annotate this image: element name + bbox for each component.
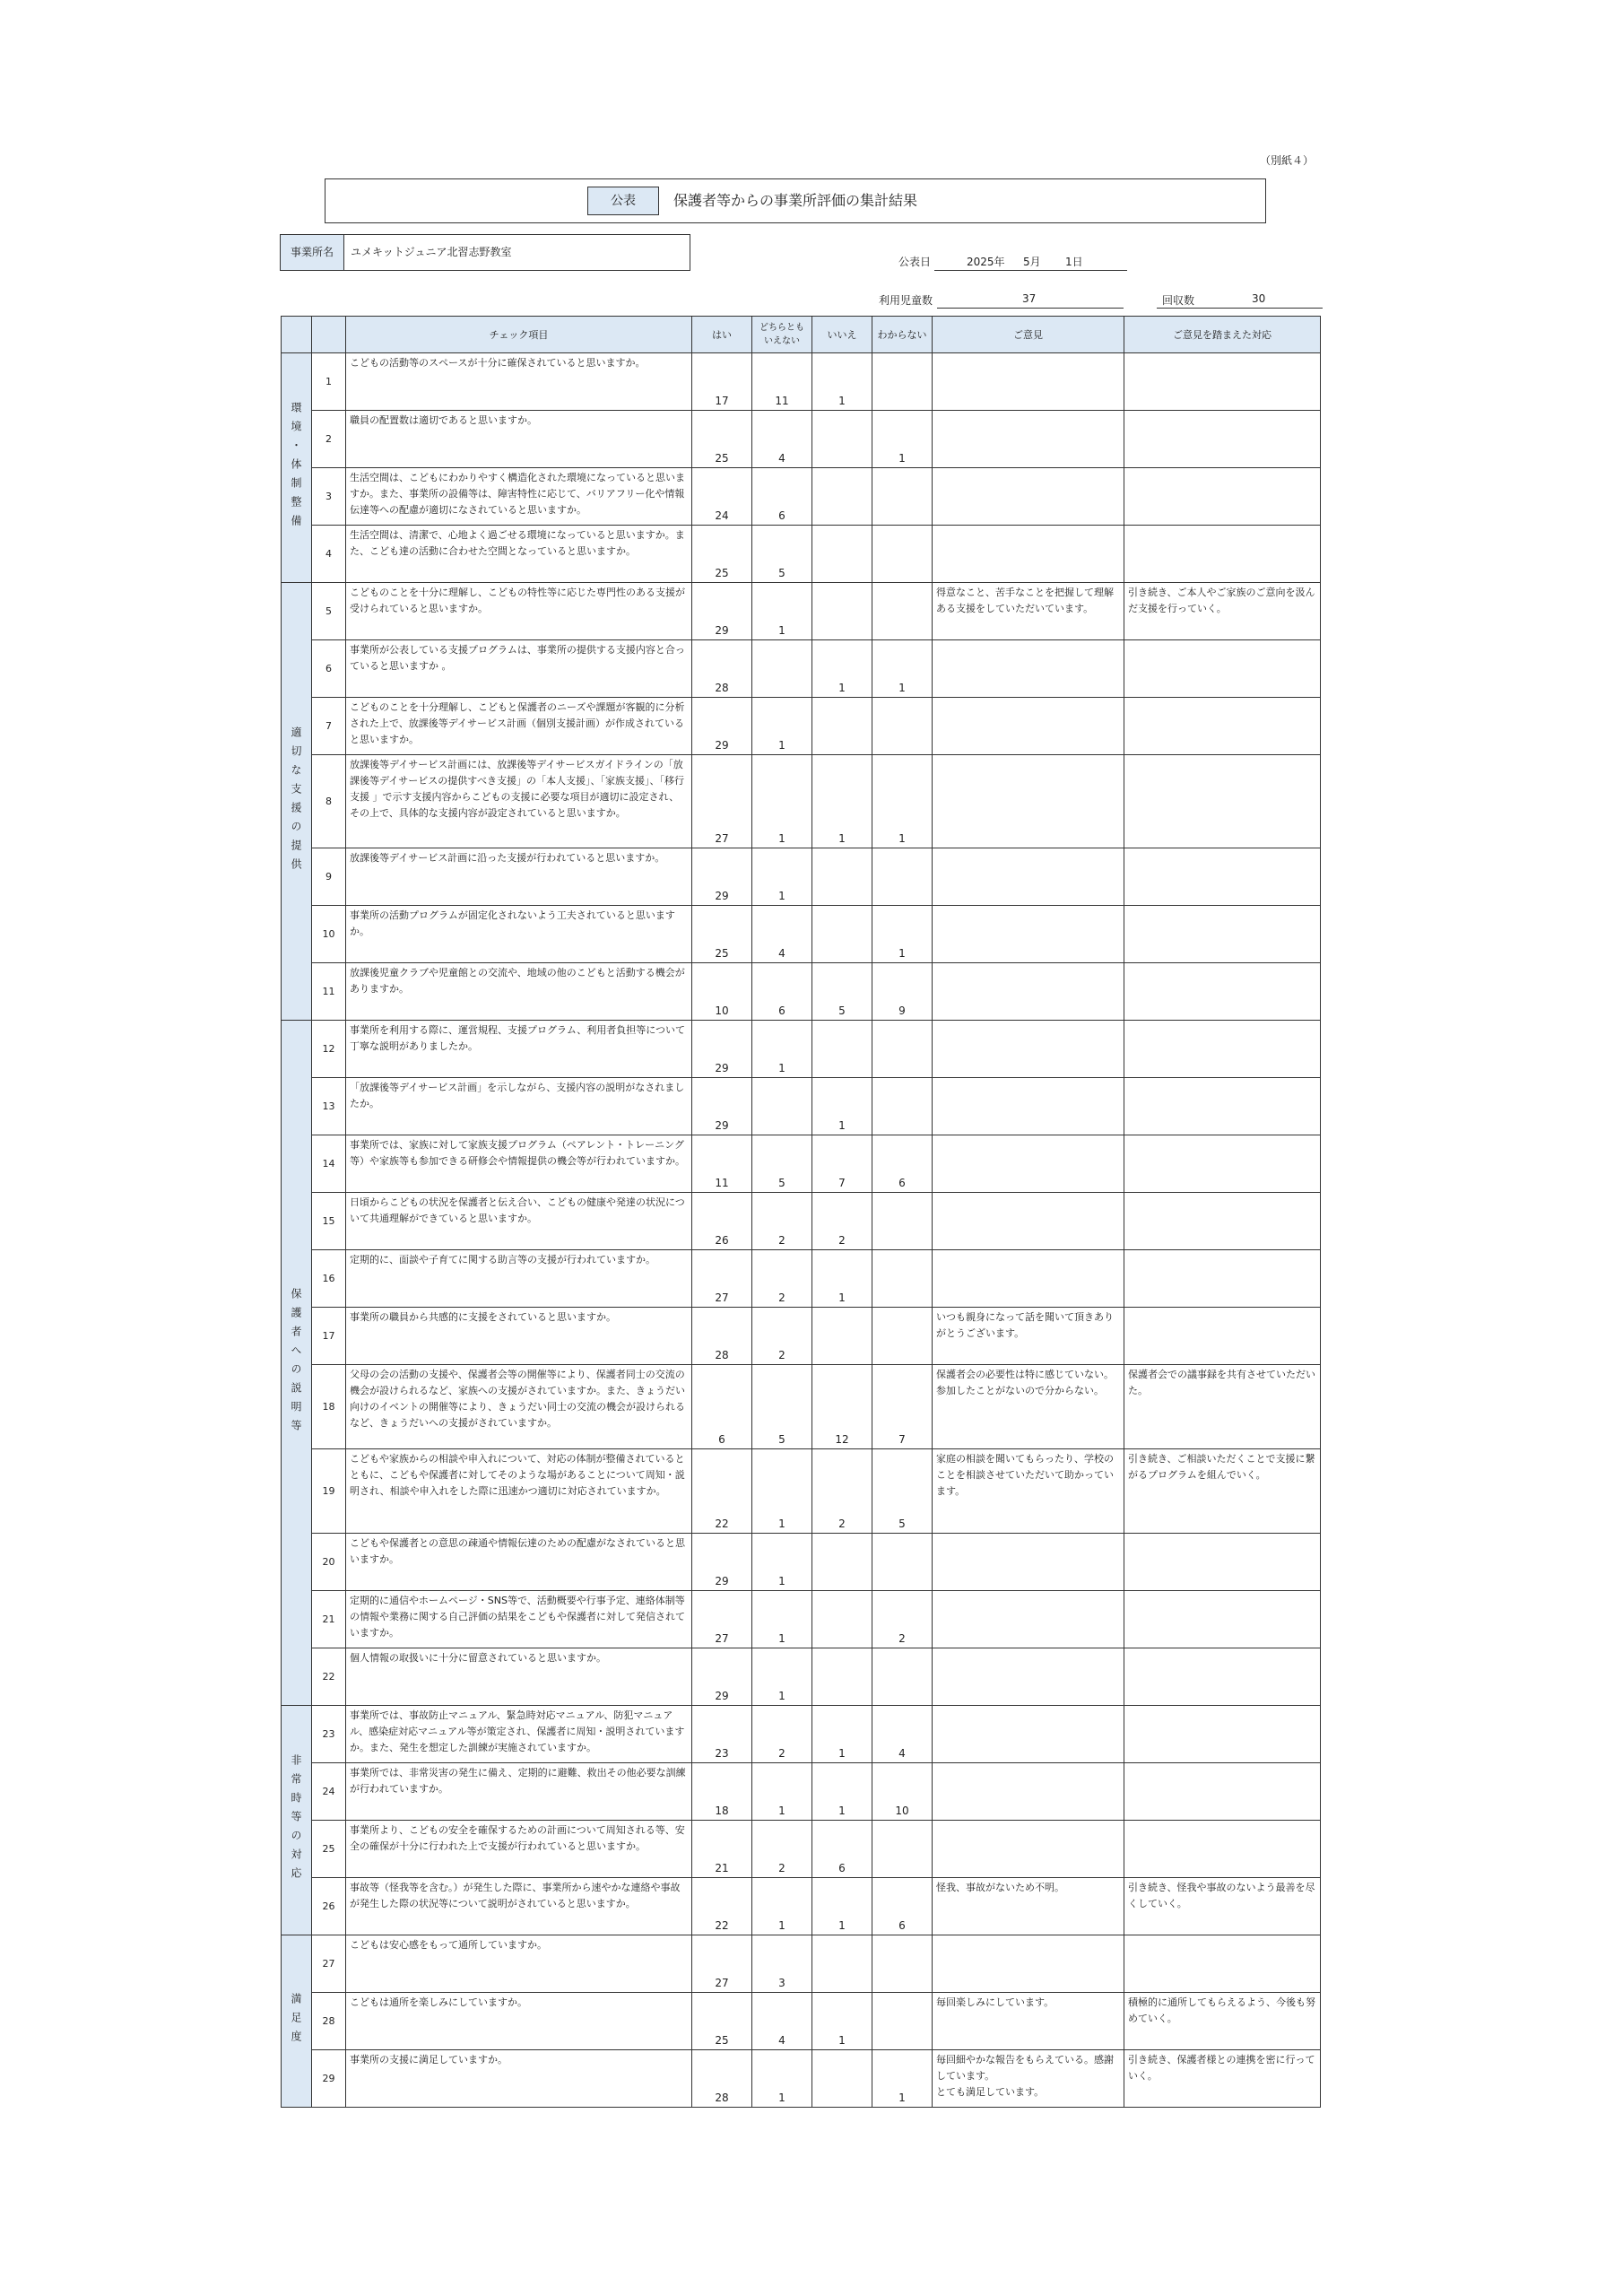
table-row bbox=[282, 1250, 1321, 1308]
response-cell bbox=[1124, 1591, 1321, 1648]
count-neither: 1 bbox=[752, 1648, 812, 1706]
table-row bbox=[282, 1763, 1321, 1821]
count-no bbox=[812, 906, 872, 963]
check-item: こどもは通所を楽しみにしていますか。 bbox=[346, 1993, 692, 2050]
count-neither: 2 bbox=[752, 1193, 812, 1250]
check-item: 事業所を利用する際に、運営規程、支援プログラム、利用者負担等について丁寧な説明がありましたか。 bbox=[346, 1021, 692, 1078]
response-cell bbox=[1124, 468, 1321, 526]
count-yes: 29 bbox=[692, 583, 752, 640]
table-row bbox=[282, 698, 1321, 755]
table-body bbox=[282, 353, 1321, 2108]
public-badge: 公表 bbox=[587, 187, 659, 215]
response-cell bbox=[1124, 698, 1321, 755]
response-cell bbox=[1124, 1534, 1321, 1591]
opinion-cell bbox=[933, 1078, 1124, 1135]
count-no: 1 bbox=[812, 640, 872, 698]
count-no: 1 bbox=[812, 353, 872, 411]
count-no bbox=[812, 1648, 872, 1706]
count-no: 1 bbox=[812, 1878, 872, 1935]
check-item: 放課後等デイサービス計画には、放課後等デイサービスガイドラインの「放課後等デイサービスの提供すべき支援」の「本人支援」、「家族支援」、「移行支援 」で示す支援内容からこどもの支援に必要な項目が適切に設定され、その上で、具体的な支援内容が設定されていると思いますか。 bbox=[346, 755, 692, 848]
count-unknown: 1 bbox=[872, 2050, 933, 2108]
count-yes: 21 bbox=[692, 1821, 752, 1878]
count-yes: 25 bbox=[692, 906, 752, 963]
check-item: 事業所より、こどもの安全を確保するための計画について周知される等、安全の確保が十分に行われた上で支援が行われていると思いますか。 bbox=[346, 1821, 692, 1878]
count-neither: 3 bbox=[752, 1935, 812, 1993]
table-row bbox=[282, 848, 1321, 906]
count-yes: 11 bbox=[692, 1135, 752, 1193]
opinion-cell bbox=[933, 1250, 1124, 1308]
row-number: 23 bbox=[312, 1706, 346, 1763]
row-number: 14 bbox=[312, 1135, 346, 1193]
count-no: 2 bbox=[812, 1193, 872, 1250]
count-unknown: 9 bbox=[872, 963, 933, 1021]
count-unknown bbox=[872, 1534, 933, 1591]
row-number: 27 bbox=[312, 1935, 346, 1993]
count-yes: 29 bbox=[692, 1648, 752, 1706]
opinion-cell bbox=[933, 1021, 1124, 1078]
count-neither: 2 bbox=[752, 1250, 812, 1308]
table-row bbox=[282, 1993, 1321, 2050]
row-number: 7 bbox=[312, 698, 346, 755]
row-number: 20 bbox=[312, 1534, 346, 1591]
count-no bbox=[812, 1591, 872, 1648]
count-yes: 29 bbox=[692, 698, 752, 755]
row-number: 2 bbox=[312, 411, 346, 468]
opinion-cell: いつも親身になって話を聞いて頂きありがとうございます。 bbox=[933, 1308, 1124, 1365]
table-header-row bbox=[282, 317, 1321, 353]
count-no bbox=[812, 1021, 872, 1078]
check-item: こどもや家族からの相談や申入れについて、対応の体制が整備されているとともに、こどもや保護者に対してそのような場があることについて周知・説明され、相談や申入れをした際に迅速かつ適切に対応されていますか。 bbox=[346, 1449, 692, 1534]
table-row bbox=[282, 353, 1321, 411]
table-row bbox=[282, 1078, 1321, 1135]
response-cell bbox=[1124, 1308, 1321, 1365]
count-yes: 28 bbox=[692, 1308, 752, 1365]
opinion-cell bbox=[933, 411, 1124, 468]
count-neither: 1 bbox=[752, 2050, 812, 2108]
count-neither: 6 bbox=[752, 468, 812, 526]
header-neither-line1: どちらとも bbox=[759, 323, 804, 333]
check-item: 「放課後等デイサービス計画」を示しながら、支援内容の説明がなされましたか。 bbox=[346, 1078, 692, 1135]
count-no bbox=[812, 1534, 872, 1591]
response-cell: 保護者会での議事録を共有させていただいた。 bbox=[1124, 1365, 1321, 1449]
response-cell bbox=[1124, 1648, 1321, 1706]
count-unknown: 10 bbox=[872, 1763, 933, 1821]
count-unknown bbox=[872, 848, 933, 906]
count-neither: 1 bbox=[752, 1534, 812, 1591]
response-cell: 積極的に通所してもらえるよう、今後も努めていく。 bbox=[1124, 1993, 1321, 2050]
section-label: 満足度 bbox=[282, 1935, 312, 2108]
appendix-label: （別紙４） bbox=[1260, 154, 1315, 167]
table-row bbox=[282, 1821, 1321, 1878]
row-number: 28 bbox=[312, 1993, 346, 2050]
row-number: 22 bbox=[312, 1648, 346, 1706]
response-cell: 引き続き、ご本人やご家族のご意向を汲んだ支援を行っていく。 bbox=[1124, 583, 1321, 640]
opinion-cell bbox=[933, 1821, 1124, 1878]
responses-underline bbox=[1157, 308, 1323, 309]
count-yes: 28 bbox=[692, 640, 752, 698]
opinion-cell bbox=[933, 1935, 1124, 1993]
table-row bbox=[282, 1193, 1321, 1250]
facility-label: 事業所名 bbox=[281, 235, 344, 270]
table-row bbox=[282, 1449, 1321, 1534]
count-neither: 2 bbox=[752, 1706, 812, 1763]
table-row bbox=[282, 1935, 1321, 1993]
count-neither: 2 bbox=[752, 1308, 812, 1365]
response-cell bbox=[1124, 526, 1321, 583]
count-no: 5 bbox=[812, 963, 872, 1021]
check-item: 父母の会の活動の支援や、保護者会等の開催等により、保護者同士の交流の機会が設けられるなど、家族への支援がされていますか。また、きょうだい向けのイベントの開催等により、きょうだい同士の交流の機会が設けられるなど、きょうだいへの支援がされていますか。 bbox=[346, 1365, 692, 1449]
header-neither bbox=[752, 317, 812, 353]
count-unknown bbox=[872, 698, 933, 755]
response-cell bbox=[1124, 640, 1321, 698]
count-yes: 27 bbox=[692, 1935, 752, 1993]
count-yes: 24 bbox=[692, 468, 752, 526]
count-unknown bbox=[872, 1648, 933, 1706]
responses-label: 回収数 bbox=[1162, 294, 1195, 307]
opinion-cell bbox=[933, 755, 1124, 848]
header-check-item: チェック項目 bbox=[346, 317, 692, 353]
facility-box bbox=[280, 234, 690, 271]
count-neither: 4 bbox=[752, 411, 812, 468]
row-number: 6 bbox=[312, 640, 346, 698]
opinion-cell bbox=[933, 640, 1124, 698]
check-item: 事業所では、非常災害の発生に備え、定期的に避難、救出その他必要な訓練が行われていますか。 bbox=[346, 1763, 692, 1821]
count-neither: 1 bbox=[752, 848, 812, 906]
count-yes: 29 bbox=[692, 848, 752, 906]
count-unknown bbox=[872, 1821, 933, 1878]
users-label: 利用児童数 bbox=[879, 294, 933, 307]
count-no: 1 bbox=[812, 1078, 872, 1135]
count-yes: 27 bbox=[692, 1591, 752, 1648]
responses-count: 30 bbox=[1252, 292, 1266, 305]
count-unknown: 4 bbox=[872, 1706, 933, 1763]
response-cell bbox=[1124, 411, 1321, 468]
count-unknown: 1 bbox=[872, 411, 933, 468]
count-yes: 28 bbox=[692, 2050, 752, 2108]
count-yes: 6 bbox=[692, 1365, 752, 1449]
response-cell bbox=[1124, 1078, 1321, 1135]
response-cell bbox=[1124, 1135, 1321, 1193]
response-cell bbox=[1124, 1706, 1321, 1763]
count-yes: 29 bbox=[692, 1021, 752, 1078]
count-no bbox=[812, 411, 872, 468]
opinion-cell bbox=[933, 1648, 1124, 1706]
count-no bbox=[812, 468, 872, 526]
users-count: 37 bbox=[1022, 292, 1037, 305]
response-cell bbox=[1124, 1021, 1321, 1078]
count-no: 1 bbox=[812, 1763, 872, 1821]
response-cell bbox=[1124, 353, 1321, 411]
count-no: 1 bbox=[812, 1250, 872, 1308]
row-number: 24 bbox=[312, 1763, 346, 1821]
count-neither bbox=[752, 640, 812, 698]
check-item: 事故等（怪我等を含む。）が発生した際に、事業所から速やかな連絡や事故が発生した際の状況等について説明がされていると思いますか。 bbox=[346, 1878, 692, 1935]
opinion-cell bbox=[933, 1591, 1124, 1648]
count-unknown bbox=[872, 583, 933, 640]
count-neither: 1 bbox=[752, 1878, 812, 1935]
row-number: 19 bbox=[312, 1449, 346, 1534]
pub-date-underline bbox=[934, 270, 1127, 271]
count-no bbox=[812, 1308, 872, 1365]
row-number: 3 bbox=[312, 468, 346, 526]
count-neither: 1 bbox=[752, 698, 812, 755]
count-unknown bbox=[872, 1193, 933, 1250]
response-cell bbox=[1124, 1935, 1321, 1993]
row-number: 12 bbox=[312, 1021, 346, 1078]
count-yes: 25 bbox=[692, 526, 752, 583]
header-unknown: わからない bbox=[872, 317, 933, 353]
count-no bbox=[812, 2050, 872, 2108]
opinion-cell bbox=[933, 848, 1124, 906]
row-number: 5 bbox=[312, 583, 346, 640]
table-row bbox=[282, 468, 1321, 526]
opinion-cell bbox=[933, 1193, 1124, 1250]
check-item: 事業所では、事故防止マニュアル、緊急時対応マニュアル、防犯マニュアル、感染症対応マニュアル等が策定され、保護者に周知・説明されていますか。また、発生を想定した訓練が実施されていますか。 bbox=[346, 1706, 692, 1763]
table-row bbox=[282, 2050, 1321, 2108]
check-item: 生活空間は、こどもにわかりやすく構造化された環境になっていると思いますか。また、事業所の設備等は、障害特性に応じて、バリアフリー化や情報伝達等への配慮が適切になされていると思いますか。 bbox=[346, 468, 692, 526]
check-item: 放課後等デイサービス計画に沿った支援が行われていると思いますか。 bbox=[346, 848, 692, 906]
count-unknown bbox=[872, 1078, 933, 1135]
count-unknown: 1 bbox=[872, 755, 933, 848]
response-cell: 引き続き、怪我や事故のないよう最善を尽くしていく。 bbox=[1124, 1878, 1321, 1935]
row-number: 21 bbox=[312, 1591, 346, 1648]
count-no: 1 bbox=[812, 1993, 872, 2050]
count-unknown bbox=[872, 1993, 933, 2050]
opinion-cell bbox=[933, 963, 1124, 1021]
section-label: 環境・体制整備 bbox=[282, 353, 312, 583]
section-label: 非常時等の対応 bbox=[282, 1706, 312, 1935]
opinion-cell bbox=[933, 1135, 1124, 1193]
row-number: 8 bbox=[312, 755, 346, 848]
opinion-cell bbox=[933, 1534, 1124, 1591]
header-no: いいえ bbox=[812, 317, 872, 353]
check-item: 定期的に、面談や子育てに関する助言等の支援が行われていますか。 bbox=[346, 1250, 692, 1308]
opinion-cell: 怪我、事故がないため不明。 bbox=[933, 1878, 1124, 1935]
table-row bbox=[282, 963, 1321, 1021]
response-cell bbox=[1124, 1821, 1321, 1878]
table-row bbox=[282, 755, 1321, 848]
table-row bbox=[282, 1135, 1321, 1193]
count-neither: 5 bbox=[752, 1135, 812, 1193]
row-number: 29 bbox=[312, 2050, 346, 2108]
row-number: 1 bbox=[312, 353, 346, 411]
count-neither: 1 bbox=[752, 1591, 812, 1648]
opinion-cell bbox=[933, 906, 1124, 963]
response-cell bbox=[1124, 963, 1321, 1021]
count-yes: 18 bbox=[692, 1763, 752, 1821]
header-opinion: ご意見 bbox=[933, 317, 1124, 353]
count-neither: 1 bbox=[752, 1449, 812, 1534]
count-unknown bbox=[872, 1021, 933, 1078]
response-cell bbox=[1124, 848, 1321, 906]
response-cell bbox=[1124, 1250, 1321, 1308]
count-no bbox=[812, 848, 872, 906]
count-yes: 29 bbox=[692, 1534, 752, 1591]
row-number: 16 bbox=[312, 1250, 346, 1308]
count-no: 12 bbox=[812, 1365, 872, 1449]
count-yes: 17 bbox=[692, 353, 752, 411]
response-cell: 引き続き、保護者様との連携を密に行っていく。 bbox=[1124, 2050, 1321, 2108]
opinion-cell: 家庭の相談を聞いてもらったり、学校のことを相談させていただいて助かっています。 bbox=[933, 1449, 1124, 1534]
row-number: 10 bbox=[312, 906, 346, 963]
row-number: 9 bbox=[312, 848, 346, 906]
check-item: こどものことを十分理解し、こどもと保護者のニーズや課題が客観的に分析された上で、放課後等デイサービス計画（個別支援計画）が作成されていると思いますか。 bbox=[346, 698, 692, 755]
table-row bbox=[282, 1648, 1321, 1706]
count-unknown bbox=[872, 526, 933, 583]
count-no bbox=[812, 583, 872, 640]
count-unknown bbox=[872, 1308, 933, 1365]
check-item: 事業所の職員から共感的に支援をされていると思いますか。 bbox=[346, 1308, 692, 1365]
count-unknown: 1 bbox=[872, 640, 933, 698]
check-item: 事業所が公表している支援プログラムは、事業所の提供する支援内容と合っていると思いますか 。 bbox=[346, 640, 692, 698]
count-yes: 23 bbox=[692, 1706, 752, 1763]
count-no: 7 bbox=[812, 1135, 872, 1193]
count-neither: 6 bbox=[752, 963, 812, 1021]
table-row bbox=[282, 526, 1321, 583]
count-unknown: 5 bbox=[872, 1449, 933, 1534]
row-number: 13 bbox=[312, 1078, 346, 1135]
table-row bbox=[282, 411, 1321, 468]
page-title: 保護者等からの事業所評価の集計結果 bbox=[673, 192, 918, 209]
table-row bbox=[282, 1021, 1321, 1078]
row-number: 15 bbox=[312, 1193, 346, 1250]
opinion-cell bbox=[933, 468, 1124, 526]
section-label: 適切な支援の提供 bbox=[282, 583, 312, 1021]
count-neither bbox=[752, 1078, 812, 1135]
count-neither: 1 bbox=[752, 1763, 812, 1821]
header-neither-line2: いえない bbox=[764, 336, 800, 346]
count-yes: 26 bbox=[692, 1193, 752, 1250]
table-row bbox=[282, 906, 1321, 963]
count-neither: 4 bbox=[752, 1993, 812, 2050]
count-unknown bbox=[872, 353, 933, 411]
count-yes: 27 bbox=[692, 755, 752, 848]
count-neither: 1 bbox=[752, 1021, 812, 1078]
table-row bbox=[282, 583, 1321, 640]
opinion-cell bbox=[933, 1706, 1124, 1763]
check-item: こどもは安心感をもって通所していますか。 bbox=[346, 1935, 692, 1993]
table-row bbox=[282, 1534, 1321, 1591]
check-item: 日頃からこどもの状況を保護者と伝え合い、こどもの健康や発達の状況について共通理解ができていると思いますか。 bbox=[346, 1193, 692, 1250]
count-neither: 5 bbox=[752, 526, 812, 583]
row-number: 4 bbox=[312, 526, 346, 583]
pub-month: 5月 bbox=[1023, 256, 1041, 268]
pub-day: 1日 bbox=[1065, 256, 1083, 268]
check-item: こどもや保護者との意思の疎通や情報伝達のための配慮がなされていると思いますか。 bbox=[346, 1534, 692, 1591]
count-unknown: 2 bbox=[872, 1591, 933, 1648]
count-unknown: 1 bbox=[872, 906, 933, 963]
count-no: 2 bbox=[812, 1449, 872, 1534]
header-number bbox=[312, 317, 346, 353]
opinion-cell: 毎回細やかな報告をもらえている。感謝しています。 とても満足しています。 bbox=[933, 2050, 1124, 2108]
response-cell bbox=[1124, 906, 1321, 963]
count-unknown: 6 bbox=[872, 1878, 933, 1935]
check-item: 放課後児童クラブや児童館との交流や、地域の他のこどもと活動する機会がありますか。 bbox=[346, 963, 692, 1021]
table-row bbox=[282, 1706, 1321, 1763]
section-label: 保護者への説明等 bbox=[282, 1021, 312, 1706]
count-no: 6 bbox=[812, 1821, 872, 1878]
check-item: 個人情報の取扱いに十分に留意されていると思いますか。 bbox=[346, 1648, 692, 1706]
count-neither: 4 bbox=[752, 906, 812, 963]
opinion-cell bbox=[933, 698, 1124, 755]
response-cell bbox=[1124, 755, 1321, 848]
row-number: 26 bbox=[312, 1878, 346, 1935]
count-neither: 11 bbox=[752, 353, 812, 411]
count-unknown bbox=[872, 1935, 933, 1993]
check-item: 事業所の支援に満足していますか。 bbox=[346, 2050, 692, 2108]
count-neither: 5 bbox=[752, 1365, 812, 1449]
opinion-cell bbox=[933, 1763, 1124, 1821]
count-yes: 22 bbox=[692, 1449, 752, 1534]
opinion-cell bbox=[933, 353, 1124, 411]
check-item: 定期的に通信やホームページ・SNS等で、活動概要や行事予定、連絡体制等の情報や業務に関する自己評価の結果をこどもや保護者に対して発信されていますか。 bbox=[346, 1591, 692, 1648]
count-yes: 25 bbox=[692, 1993, 752, 2050]
count-yes: 29 bbox=[692, 1078, 752, 1135]
check-item: こどものことを十分に理解し、こどもの特性等に応じた専門性のある支援が受けられていると思いますか。 bbox=[346, 583, 692, 640]
count-no bbox=[812, 698, 872, 755]
header-section bbox=[282, 317, 312, 353]
table-row bbox=[282, 640, 1321, 698]
opinion-cell: 毎回楽しみにしています。 bbox=[933, 1993, 1124, 2050]
header-response: ご意見を踏まえた対応 bbox=[1124, 317, 1321, 353]
count-yes: 22 bbox=[692, 1878, 752, 1935]
count-unknown bbox=[872, 1250, 933, 1308]
row-number: 25 bbox=[312, 1821, 346, 1878]
count-unknown: 7 bbox=[872, 1365, 933, 1449]
opinion-cell bbox=[933, 526, 1124, 583]
table-row bbox=[282, 1591, 1321, 1648]
row-number: 17 bbox=[312, 1308, 346, 1365]
response-cell bbox=[1124, 1763, 1321, 1821]
header-yes: はい bbox=[692, 317, 752, 353]
count-neither: 2 bbox=[752, 1821, 812, 1878]
table-row bbox=[282, 1308, 1321, 1365]
users-underline bbox=[937, 308, 1124, 309]
count-neither: 1 bbox=[752, 755, 812, 848]
check-item: 事業所の活動プログラムが固定化されないよう工夫されていると思いますか。 bbox=[346, 906, 692, 963]
pub-year: 2025年 bbox=[967, 256, 1005, 268]
opinion-cell: 保護者会の必要性は特に感じていない。 参加したことがないので分からない。 bbox=[933, 1365, 1124, 1449]
count-no bbox=[812, 526, 872, 583]
title-box bbox=[325, 178, 1266, 223]
check-item: こどもの活動等のスペースが十分に確保されていると思いますか。 bbox=[346, 353, 692, 411]
table-row bbox=[282, 1878, 1321, 1935]
evaluation-table bbox=[281, 316, 1321, 2108]
response-cell bbox=[1124, 1193, 1321, 1250]
check-item: 職員の配置数は適切であると思いますか。 bbox=[346, 411, 692, 468]
count-no: 1 bbox=[812, 1706, 872, 1763]
count-yes: 25 bbox=[692, 411, 752, 468]
opinion-cell: 得意なこと、苦手なことを把握して理解ある支援をしていただいています。 bbox=[933, 583, 1124, 640]
response-cell: 引き続き、ご相談いただくことで支援に繋がるプログラムを組んでいく。 bbox=[1124, 1449, 1321, 1534]
count-no bbox=[812, 1935, 872, 1993]
row-number: 18 bbox=[312, 1365, 346, 1449]
count-no: 1 bbox=[812, 755, 872, 848]
count-yes: 10 bbox=[692, 963, 752, 1021]
facility-name: ユメキットジュニア北習志野教室 bbox=[351, 246, 512, 258]
count-unknown: 6 bbox=[872, 1135, 933, 1193]
pub-date-label: 公表日 bbox=[898, 256, 932, 268]
count-neither: 1 bbox=[752, 583, 812, 640]
count-unknown bbox=[872, 468, 933, 526]
row-number: 11 bbox=[312, 963, 346, 1021]
check-item: 生活空間は、清潔で、心地よく過ごせる環境になっていると思いますか。また、こども達の活動に合わせた空間となっていると思いますか。 bbox=[346, 526, 692, 583]
check-item: 事業所では、家族に対して家族支援プログラム（ペアレント・トレーニング等）や家族等も参加できる研修会や情報提供の機会等が行われていますか。 bbox=[346, 1135, 692, 1193]
count-yes: 27 bbox=[692, 1250, 752, 1308]
table-row bbox=[282, 1365, 1321, 1449]
